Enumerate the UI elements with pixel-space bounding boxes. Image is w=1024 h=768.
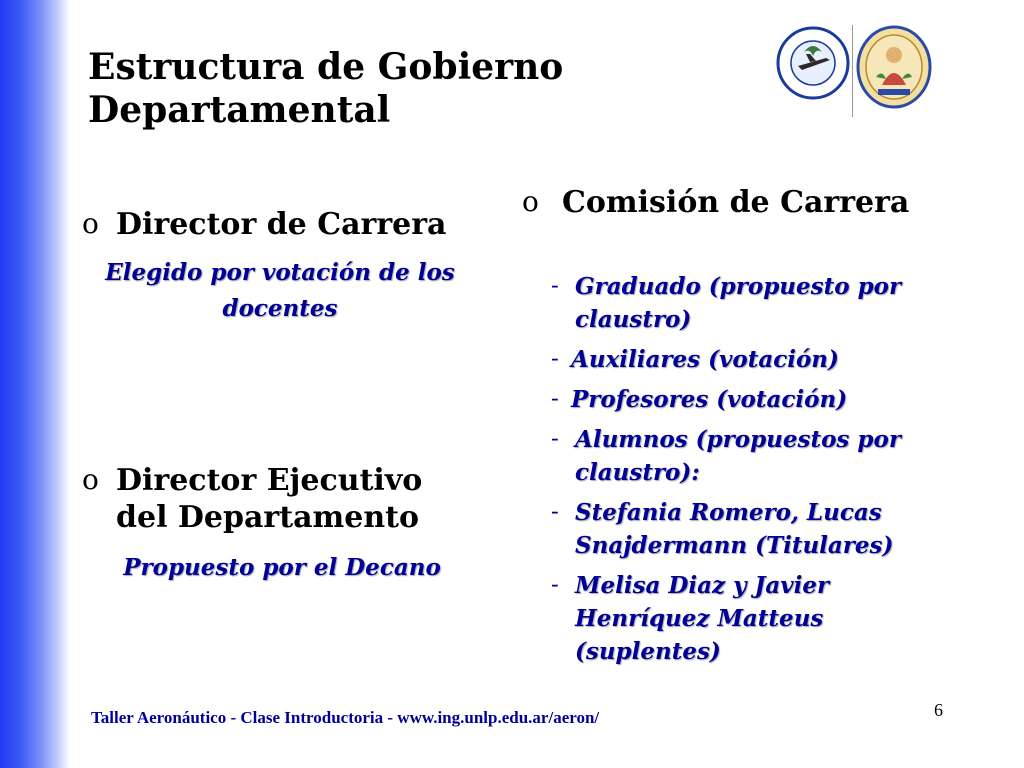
director-ejecutivo-heading: Director Ejecutivo del Departamento [116, 463, 423, 535]
director-ejecutivo-detail: Propuesto por el Decano [123, 554, 441, 581]
dash-marker: - [551, 346, 559, 372]
list-item [551, 343, 971, 376]
comision-members-list [551, 270, 971, 675]
bullet-director-carrera [82, 206, 502, 243]
page-number: 6 [934, 700, 943, 720]
bullet-marker: o [522, 185, 539, 218]
bullet-comision-carrera [522, 184, 982, 221]
list-item [551, 423, 971, 489]
list-item [551, 496, 971, 562]
sidebar-gradient-bar [0, 0, 70, 768]
bullet-marker: o [82, 207, 99, 240]
dash-marker: - [551, 273, 559, 299]
slide-footer: Taller Aeronáutico - Clase Introductoria - www.ing.unlp.edu.ar/aeron/ [91, 708, 600, 727]
list-item [551, 569, 971, 668]
dash-marker: - [551, 426, 559, 452]
university-logo [856, 25, 932, 109]
list-item-text: Melisa Diaz y Javier Henríquez Matteus (suplentes) [575, 572, 830, 665]
director-carrera-detail: Elegido por votación de los docentes [105, 259, 455, 322]
logo-divider [852, 25, 853, 117]
list-item-text: Alumnos (propuestos por claustro): [575, 426, 901, 486]
director-carrera-heading: Director de Carrera [116, 207, 447, 242]
list-item-text: Profesores (votación) [571, 386, 848, 413]
dash-marker: - [551, 386, 559, 412]
slide-title: Estructura de Gobierno Departamental [88, 46, 564, 131]
department-seal-icon [776, 26, 850, 100]
department-logo [776, 26, 850, 100]
list-item [551, 270, 971, 336]
list-item [551, 383, 971, 416]
comision-carrera-heading: Comisión de Carrera [562, 185, 910, 220]
dash-marker: - [551, 572, 559, 598]
list-item-text: Stefania Romero, Lucas Snajdermann (Titulares) [575, 499, 894, 559]
list-item-text: Graduado (propuesto por claustro) [575, 273, 902, 333]
bullet-director-ejecutivo [82, 462, 502, 536]
list-item-text: Auxiliares (votación) [571, 346, 839, 373]
bullet-marker: o [82, 463, 99, 496]
dash-marker: - [551, 499, 559, 525]
university-seal-icon [856, 25, 932, 109]
